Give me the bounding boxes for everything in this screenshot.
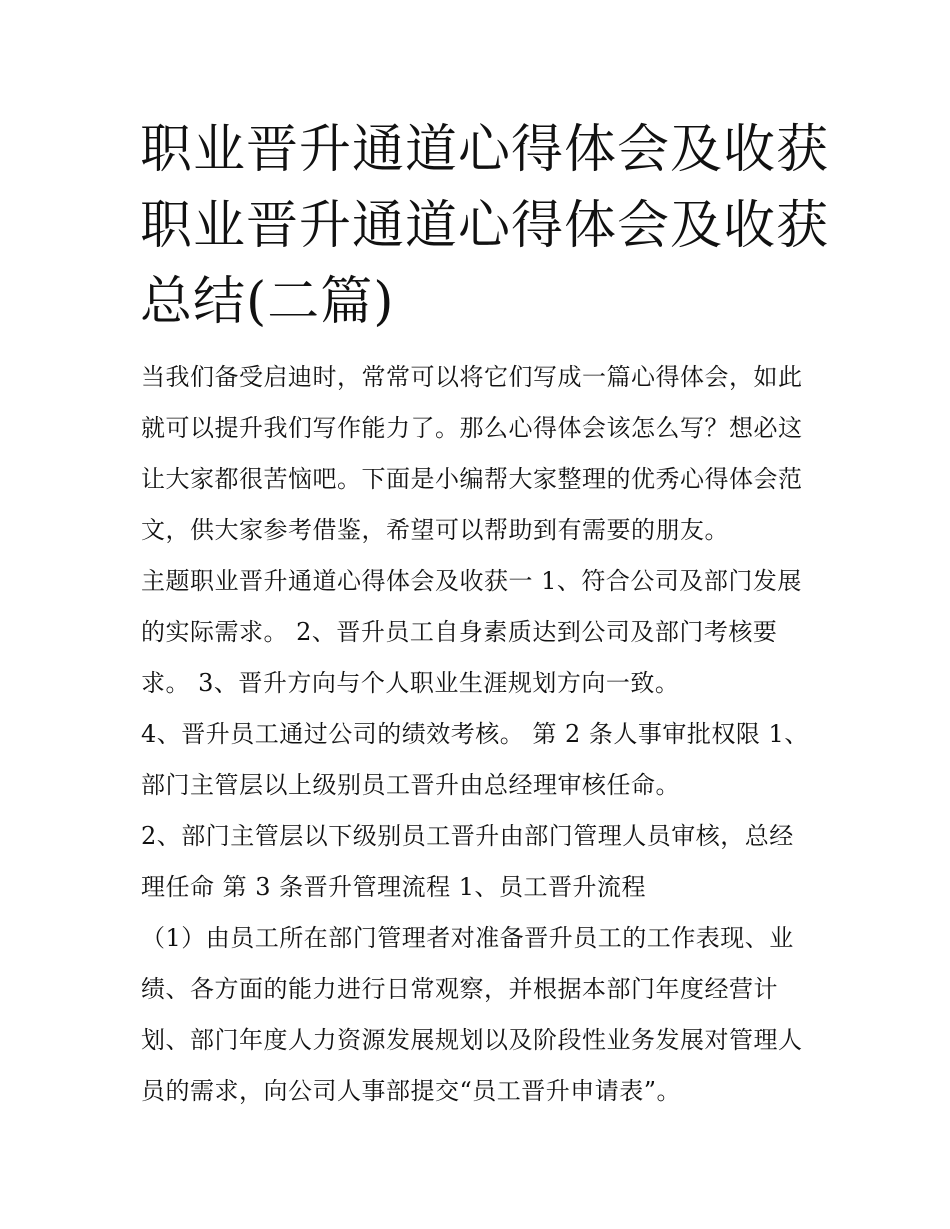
- title-line: 总结(二篇): [140, 272, 395, 332]
- text-line: 划、部门年度人力资源发展规划以及阶段性业务发展对管理人: [141, 1026, 803, 1054]
- body-paragraph: [141, 556, 821, 709]
- title-line: 职业晋升通道心得体会及收获: [140, 120, 830, 180]
- text-line: 主题职业晋升通道心得体会及收获一 1、符合公司及部门发展: [141, 567, 802, 595]
- document-body: [141, 352, 821, 1117]
- body-paragraph: [141, 811, 821, 913]
- text-line: 当我们备受启迪时，常常可以将它们写成一篇心得体会，如此: [141, 363, 803, 391]
- title-line: 职业晋升通道心得体会及收获: [140, 196, 830, 256]
- text-line: 求。 3、晋升方向与个人职业生涯规划方向一致。: [141, 669, 680, 697]
- document-title: [140, 112, 830, 340]
- text-line: 部门主管层以上级别员工晋升由总经理审核任命。: [141, 771, 680, 799]
- text-line: 员的需求，向公司人事部提交“员工晋升申请表”。: [141, 1077, 682, 1105]
- text-line: 让大家都很苦恼吧。下面是小编帮大家整理的优秀心得体会范: [141, 465, 803, 493]
- text-line: （1）由员工所在部门管理者对准备晋升员工的工作表现、业: [141, 924, 794, 952]
- text-line: 理任命 第 3 条晋升管理流程 1、员工晋升流程: [141, 873, 647, 901]
- text-line: 绩、各方面的能力进行日常观察，并根据本部门年度经营计: [141, 975, 778, 1003]
- text-line: 的实际需求。 2、晋升员工自身素质达到公司及部门考核要: [141, 618, 778, 646]
- text-line: 2、部门主管层以下级别员工晋升由部门管理人员审核，总经: [141, 822, 794, 850]
- intro-paragraph: [141, 352, 821, 556]
- body-paragraph: [141, 709, 821, 811]
- text-line: 文，供大家参考借鉴，希望可以帮助到有需要的朋友。: [141, 516, 729, 544]
- text-line: 4、晋升员工通过公司的绩效考核。 第 2 条人事审批权限 1、: [141, 720, 809, 748]
- body-paragraph: [141, 913, 821, 1117]
- text-line: 就可以提升我们写作能力了。那么心得体会该怎么写？想必这: [141, 414, 803, 442]
